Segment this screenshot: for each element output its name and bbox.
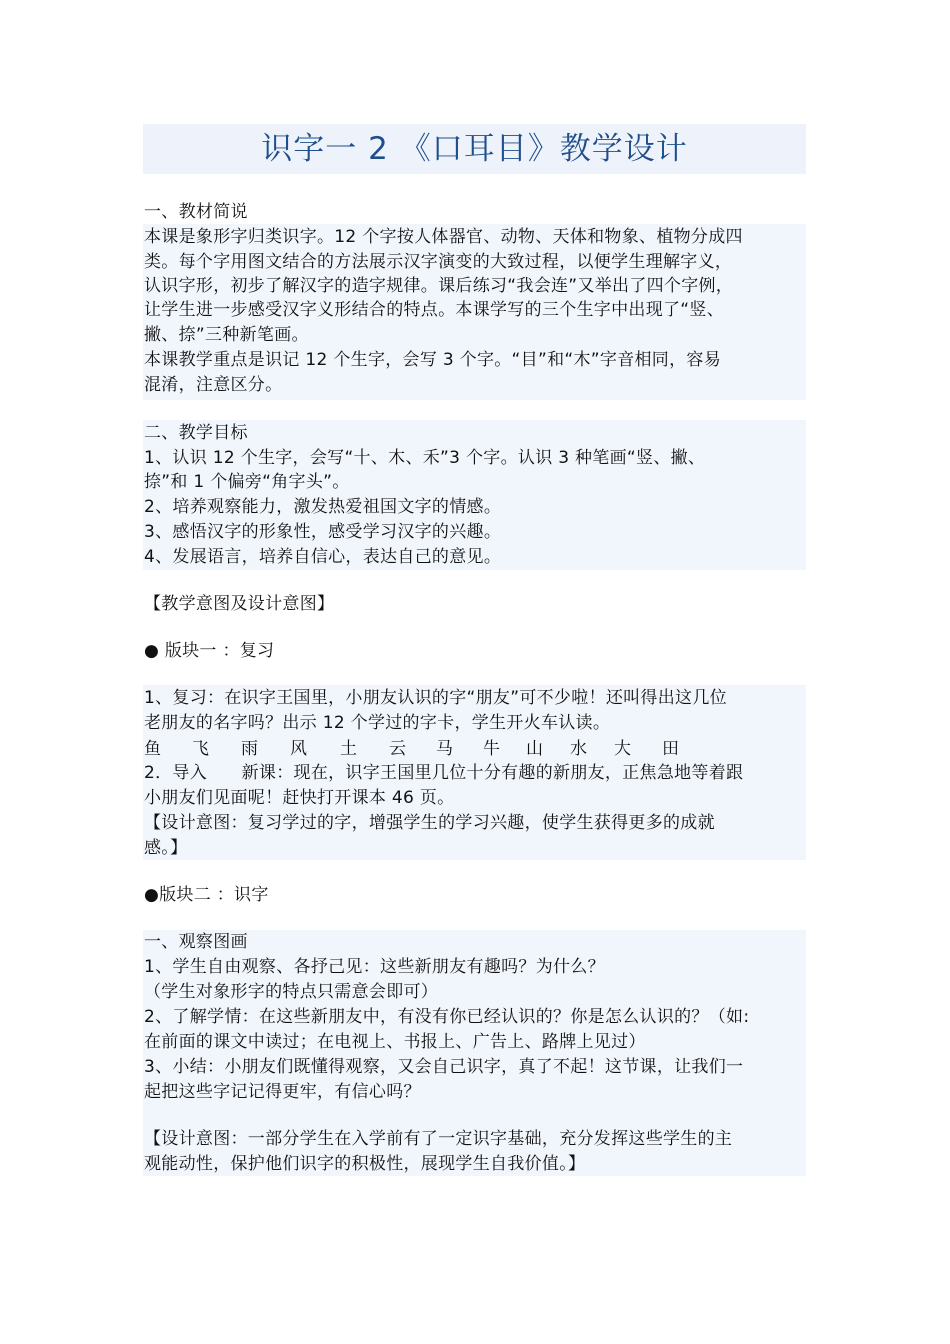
objective-line: 3、感悟汉字的形象性，感受学习汉字的兴趣。 — [144, 522, 502, 542]
design-intent-line: 感。】 — [144, 838, 188, 858]
block-heading: ●版块二 ：识字 — [144, 885, 269, 905]
objective-line: 1、认识 12 个生字，会写“十、木、禾”3 个字。认识 3 种笔画“竖、撇、 — [144, 448, 706, 468]
paragraph-line: 2．导入 新课：现在，识字王国里几位十分有趣的新朋友，正焦急地等着跟 — [144, 763, 744, 783]
paragraph-line: 撇、捺”三种新笔画。 — [144, 325, 309, 345]
design-intent-line: 【设计意图：一部分学生在入学前有了一定识字基础，充分发挥这些学生的主 — [144, 1129, 733, 1149]
objective-line: 4、发展语言，培养自信心，表达自己的意见。 — [144, 547, 502, 567]
paragraph-line: 2、了解学情：在这些新朋友中，有没有你已经认识的？你是怎么认识的？（如: — [144, 1007, 750, 1027]
paragraph-line: 小朋友们见面呢！赶快打开课本 46 页。 — [144, 788, 455, 808]
paragraph-line: 3、小结：小朋友们既懂得观察，又会自己识字，真了不起！这节课，让我们一 — [144, 1057, 744, 1077]
paragraph-line: （学生对象形字的特点只需意会即可） — [144, 982, 439, 1002]
paragraph-line: 本课教学重点是识记 12 个生字，会写 3 个字。“目”和“木”字音相同，容易 — [144, 350, 721, 370]
character: 土 — [340, 739, 357, 759]
intent-heading: 【教学意图及设计意图】 — [144, 594, 335, 614]
character: 牛 — [483, 739, 500, 759]
character: 飞 — [192, 739, 209, 759]
character: 雨 — [241, 739, 258, 759]
paragraph-line: 老朋友的名字吗？出示 12 个学过的字卡，学生开火车认读。 — [144, 713, 611, 733]
paragraph-line: 在前面的课文中读过；在电视上、书报上、广告上、路牌上见过） — [144, 1032, 646, 1052]
objective-line: 2、培养观察能力，激发热爱祖国文字的情感。 — [144, 497, 502, 517]
paragraph-line: 混淆，注意区分。 — [144, 375, 283, 395]
block-heading: ● 版块一 ：复习 — [144, 641, 275, 661]
paragraph-line: 1、复习：在识字王国里，小朋友认识的字“朋友”可不少啦！还叫得出这几位 — [144, 688, 727, 708]
paragraph-line: 让学生进一步感受汉字义形结合的特点。本课学写的三个生字中出现了“竖、 — [144, 300, 725, 320]
objective-line: 捺”和 1 个偏旁“角字头”。 — [144, 472, 350, 492]
design-intent-line: 【设计意图：复习学过的字，增强学生的学习兴趣，使学生获得更多的成就 — [144, 813, 715, 833]
character: 山 — [526, 739, 543, 759]
paragraph-line: 类。每个字用图文结合的方法展示汉字演变的大致过程，以便学生理解字义， — [144, 252, 733, 272]
paragraph-line: 1、学生自由观察、各抒己见：这些新朋友有趣吗？为什么？ — [144, 957, 605, 977]
character: 田 — [662, 739, 679, 759]
design-intent-line: 观能动性，保护他们识字的积极性，展现学生自我价值。】 — [144, 1154, 586, 1174]
character: 云 — [389, 739, 406, 759]
paragraph-line: 认识字形，初步了解汉字的造字规律。课后练习“我会连”又举出了四个字例， — [144, 276, 734, 296]
document-title: 识字一 2 《口耳目》教学设计 — [261, 131, 688, 167]
character-list — [144, 737, 704, 761]
sub-heading: 一、观察图画 — [144, 932, 248, 952]
paragraph-line: 本课是象形字归类识字。12 个字按人体器官、动物、天体和物象、植物分成四 — [144, 227, 743, 247]
character: 马 — [436, 739, 453, 759]
character: 风 — [290, 739, 307, 759]
section-heading: 一、教材简说 — [144, 202, 248, 222]
character: 大 — [614, 739, 631, 759]
paragraph-line: 起把这些字记记得更牢，有信心吗？ — [144, 1082, 421, 1102]
section-heading: 二、教学目标 — [144, 423, 248, 443]
character: 水 — [570, 739, 587, 759]
character: 鱼 — [144, 739, 161, 759]
